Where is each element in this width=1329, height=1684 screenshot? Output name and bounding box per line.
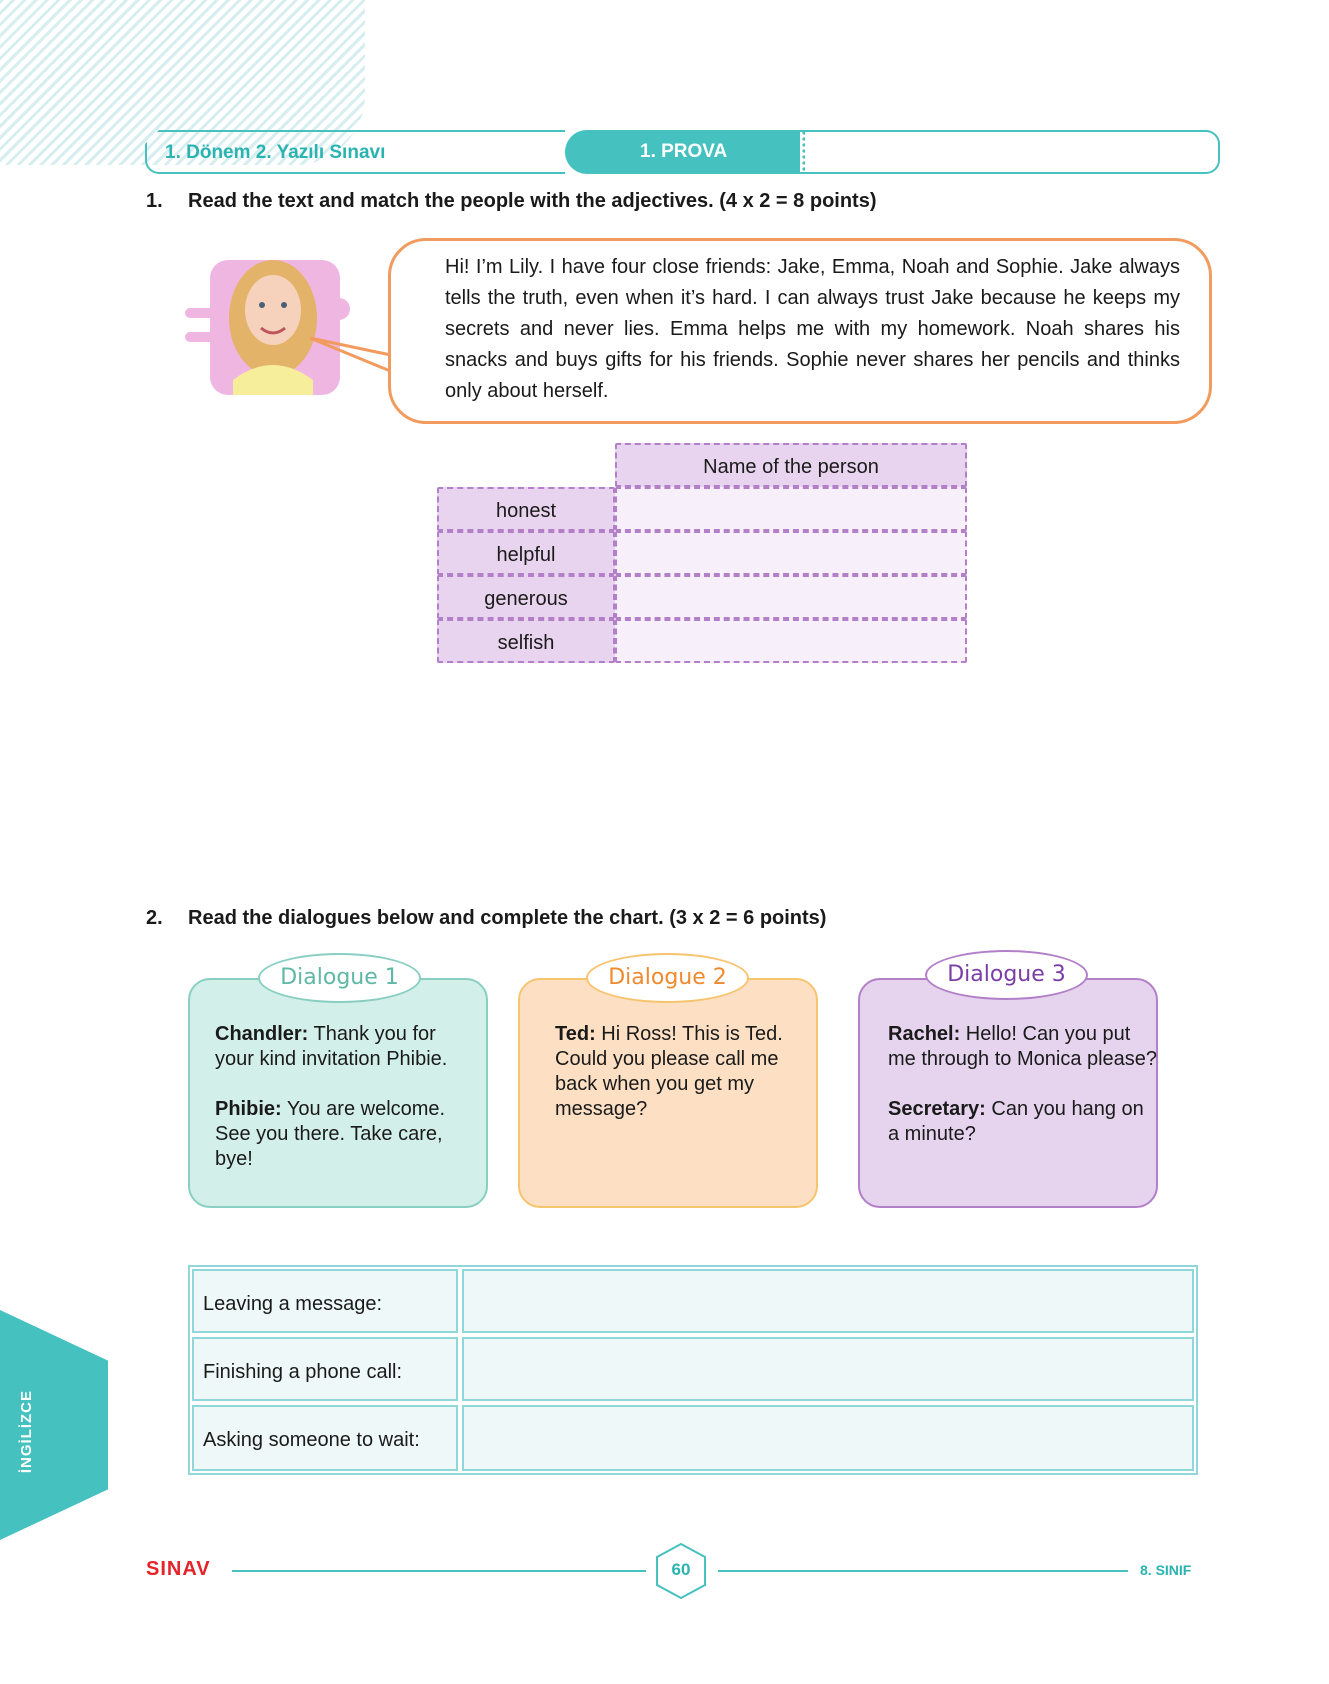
subject-label: İNGİLİZCE <box>18 1390 35 1474</box>
dot-pattern <box>735 130 805 174</box>
dialogue-3-text <box>888 1022 1158 1147</box>
grade-label: 8. SINIF <box>1140 1562 1192 1578</box>
prova-badge: 1. PROVA <box>565 130 800 174</box>
chart-answer-finishing-call[interactable] <box>462 1337 1194 1401</box>
footer-line-left <box>232 1570 646 1572</box>
question-1-number: 1. <box>146 190 163 212</box>
table-header-name: Name of the person <box>615 443 967 487</box>
question-2-instruction: Read the dialogues below and complete the chart. (3 x 2 = 6 points) <box>188 907 827 929</box>
chart-label-leaving-message: Leaving a message: <box>192 1269 458 1333</box>
dialogue-1-tag: Dialogue 1 <box>258 953 421 1003</box>
chart-label-finishing-call: Finishing a phone call: <box>192 1337 458 1401</box>
lily-text: Hi! I’m Lily. I have four close friends: Jake, Emma, Noah and Sophie. Jake always tells the truth, even when it’s hard. I can always trust Jake because he keeps my secrets and never lies. Emma helps me with my homework. Noah shares his snacks and buys gifts for his friends. Sophie never shares her pencils and thinks only about herself. <box>445 256 1180 402</box>
exam-title: 1. Dönem 2. Yazılı Sınavı <box>165 142 386 163</box>
dialogue-1-line-1: Chandler: Thank you for your kind invitation Phibie. <box>215 1023 448 1070</box>
sinav-logo: SINAV <box>146 1558 211 1580</box>
chart-answer-leaving-message[interactable] <box>462 1269 1194 1333</box>
dialogue-2-tag: Dialogue 2 <box>586 953 749 1003</box>
dialogue-3-line-1: Rachel: Hello! Can you put me through to Monica please? <box>888 1023 1158 1070</box>
chart-answer-asking-wait[interactable] <box>462 1405 1194 1471</box>
footer-line-right <box>718 1570 1128 1572</box>
dialogue-3-line-2: Secretary: Can you hang on a minute? <box>888 1098 1144 1145</box>
subject-side-tab <box>0 1310 108 1540</box>
answer-chart <box>188 1265 1198 1475</box>
dialogue-2-text <box>555 1022 805 1122</box>
chart-label-asking-wait: Asking someone to wait: <box>192 1405 458 1471</box>
adjective-honest: honest <box>437 487 615 531</box>
dialogue-3-tag: Dialogue 3 <box>925 950 1088 1000</box>
answer-selfish[interactable] <box>615 619 967 663</box>
answer-helpful[interactable] <box>615 531 967 575</box>
header-frame-right <box>800 130 1220 174</box>
adjective-selfish: selfish <box>437 619 615 663</box>
answer-honest[interactable] <box>615 487 967 531</box>
question-2-number: 2. <box>146 907 163 929</box>
adjective-generous: generous <box>437 575 615 619</box>
question-1-instruction: Read the text and match the people with the adjectives. (4 x 2 = 8 points) <box>188 190 877 212</box>
answer-generous[interactable] <box>615 575 967 619</box>
adjective-helpful: helpful <box>437 531 615 575</box>
dialogue-2-line-1: Ted: Hi Ross! This is Ted. Could you please call me back when you get my message? <box>555 1023 783 1120</box>
dialogue-1-line-2: Phibie: You are welcome. See you there. Take care, bye! <box>215 1098 446 1170</box>
dialogue-1-text <box>215 1022 470 1172</box>
page-number: 60 <box>671 1560 691 1579</box>
